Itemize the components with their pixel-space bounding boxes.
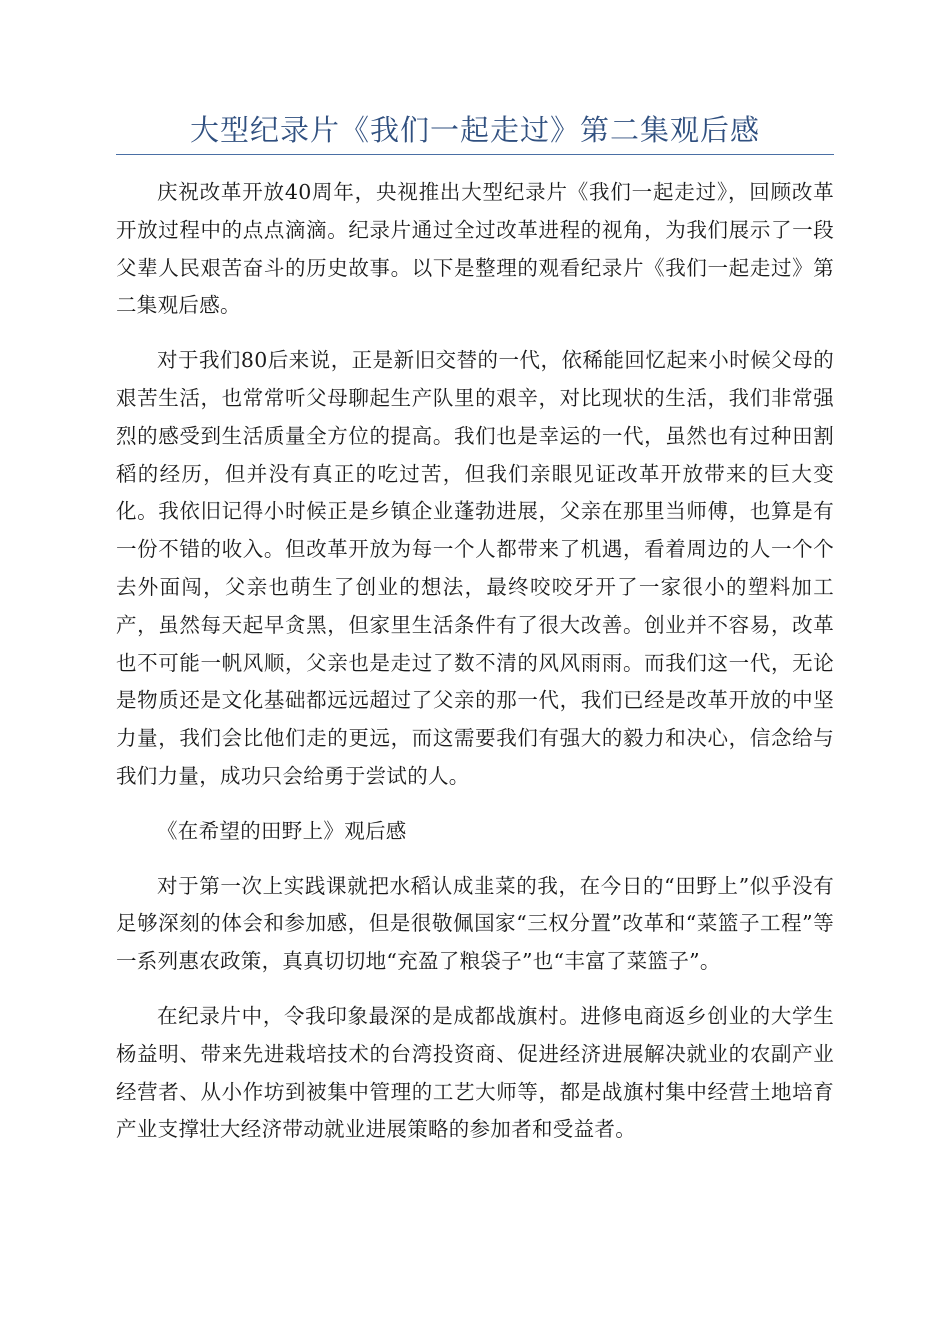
section-subheading: 《在希望的田野上》观后感 — [157, 818, 407, 843]
document-body — [116, 174, 834, 1149]
paragraph-80s-generation: 对于我们80后来说，正是新旧交替的一代，依稀能回忆起来小时候父母的艰苦生活，也常常听父母聊起生产队里的艰辛，对比现状的生活，我们非常强烈的感受到生活质量全方位的提高。我们也是幸运的一代，虽然也有过种田割稻的经历，但并没有真正的吃过苦，但我们亲眼见证改革开放带来的巨大变化。我依旧记得小时候正是乡镇企业蓬勃进展，父亲在那里当师傅，也算是有一份不错的收入。但改革开放为每一个人都带来了机遇，看着周边的人一个个去外面闯，父亲也萌生了创业的想法，最终咬咬牙开了一家很小的塑料加工产，虽然每天起早贪黑，但家里生活条件有了很大改善。创业并不容易，改革也不可能一帆风顺，父亲也是走过了数不清的风风雨雨。而我们这一代，无论是物质还是文化基础都远远超过了父亲的那一代，我们已经是改革开放的中坚力量，我们会比他们走的更远，而这需要我们有强大的毅力和决心，信念给与我们力量，成功只会给勇于尝试的人。 — [116, 348, 834, 788]
paragraph-zhanqi-village: 在纪录片中，令我印象最深的是成都战旗村。进修电商返乡创业的大学生杨益明、带来先进栽培技术的台湾投资商、促进经济进展解决就业的农副产业经营者、从小作坊到被集中管理的工艺大师等，都是战旗村集中经营土地培育产业支撑壮大经济带动就业进展策略的参加者和受益者。 — [116, 1003, 834, 1142]
paragraph-fields: 对于第一次上实践课就把水稻认成韭菜的我，在今日的“田野上”似乎没有足够深刻的体会和参加感，但是很敬佩国家“三权分置”改革和“菜篮子工程”等一系列惠农政策，真真切切地“充盈了粮袋子”也“丰富了菜篮子”。 — [116, 873, 834, 974]
document-title: 大型纪录片《我们一起走过》第二集观后感 — [116, 108, 834, 155]
paragraph-intro: 庆祝改革开放40周年，央视推出大型纪录片《我们一起走过》，回顾改革开放过程中的点点滴滴。纪录片通过全过改革进程的视角，为我们展示了一段父辈人民艰苦奋斗的历史故事。以下是整理的观看纪录片《我们一起走过》第二集观后感。 — [116, 180, 834, 318]
